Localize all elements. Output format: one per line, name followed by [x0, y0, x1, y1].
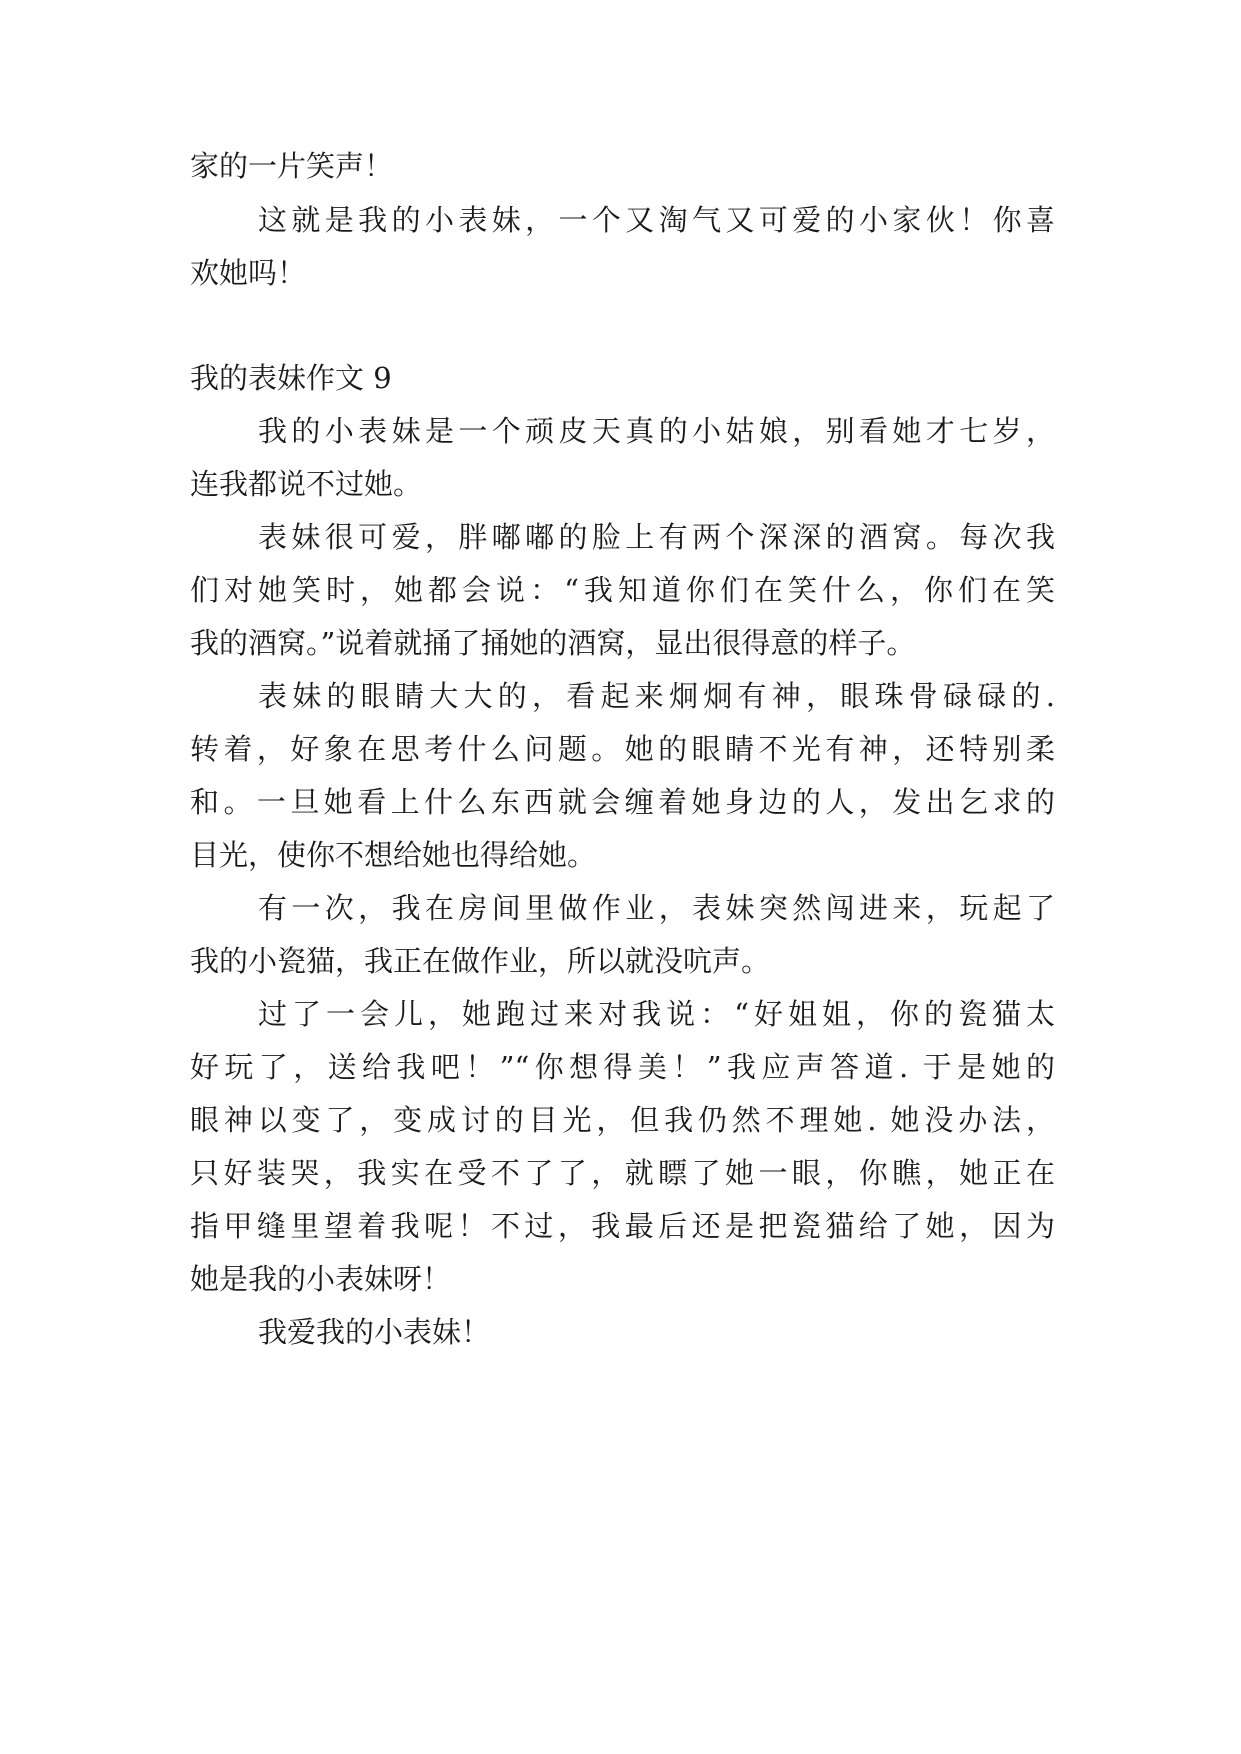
paragraph-line: 目光，使你不想给她也得给她。	[190, 838, 597, 872]
paragraph-line: 家的一片笑声！	[190, 149, 394, 183]
essay-title: 我的表妹作文 9	[190, 361, 392, 395]
paragraph-line: 我的小表妹是一个顽皮天真的小姑娘，别看她才七岁，	[258, 414, 1055, 448]
paragraph-line: 她是我的小表妹呀！	[190, 1262, 452, 1296]
paragraph-line: 欢她吗！	[190, 256, 307, 290]
paragraph-line: 我的酒窝。”说着就捅了捅她的酒窝，显出很得意的样子。	[190, 626, 916, 660]
paragraph-line: 表妹很可爱，胖嘟嘟的脸上有两个深深的酒窝。每次我	[258, 520, 1055, 554]
paragraph-line: 和。一旦她看上什么东西就会缠着她身边的人，发出乞求的	[190, 785, 1055, 819]
paragraph-line: 我的小瓷猫，我正在做作业，所以就没吭声。	[190, 944, 771, 978]
paragraph-line: 过了一会儿，她跑过来对我说：“好姐姐，你的瓷猫太	[258, 997, 1055, 1031]
paragraph-line: 转着，好象在思考什么问题。她的眼睛不光有神，还特别柔	[190, 732, 1055, 766]
paragraph-line: 只好装哭，我实在受不了了，就瞟了她一眼，你瞧，她正在	[190, 1156, 1055, 1190]
paragraph-line: 表妹的眼睛大大的，看起来炯炯有神，眼珠骨碌碌的.	[258, 679, 1055, 713]
document-page	[190, 0, 1055, 1754]
paragraph-line: 指甲缝里望着我呢！不过，我最后还是把瓷猫给了她，因为	[190, 1209, 1055, 1243]
paragraph-line: 眼神以变了，变成讨的目光，但我仍然不理她. 她没办法，	[190, 1103, 1055, 1137]
paragraph-line: 好玩了，送给我吧！”“你想得美！”我应声答道. 于是她的	[190, 1050, 1055, 1084]
paragraph-line: 这就是我的小表妹，一个又淘气又可爱的小家伙！你喜	[258, 203, 1055, 237]
paragraph-line: 连我都说不过她。	[190, 467, 423, 501]
paragraph-line: 有一次，我在房间里做作业，表妹突然闯进来，玩起了	[258, 891, 1055, 925]
paragraph-line: 我爱我的小表妹！	[258, 1315, 491, 1349]
paragraph-line: 们对她笑时，她都会说：“我知道你们在笑什么，你们在笑	[190, 573, 1055, 607]
